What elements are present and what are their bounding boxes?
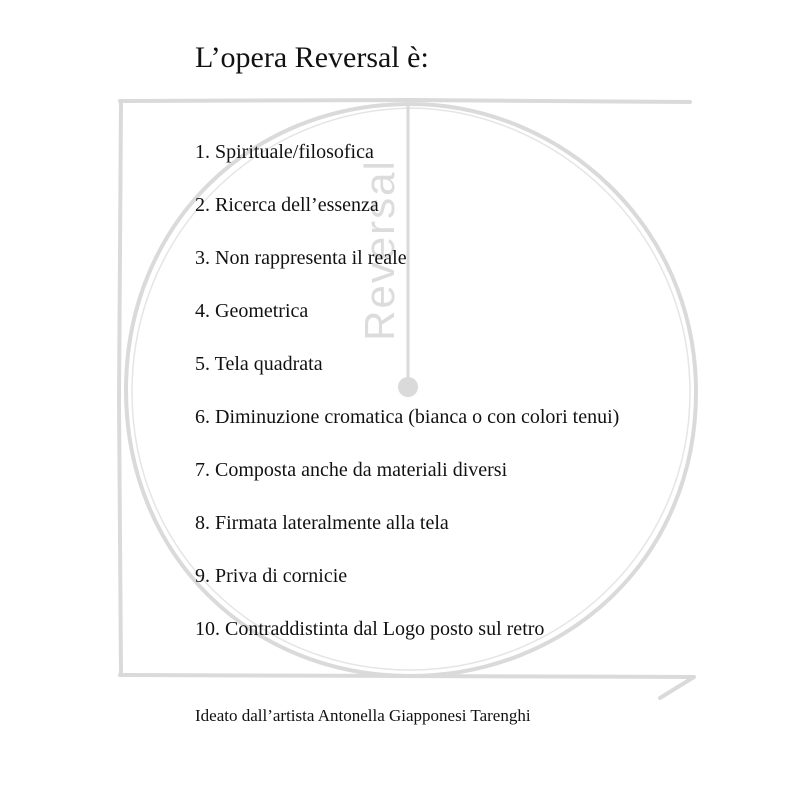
list-item: 5. Tela quadrata <box>195 353 323 375</box>
reversal-watermark-text: Reversal <box>356 159 403 341</box>
list-item: 3. Non rappresenta il reale <box>195 247 407 269</box>
list-item: 1. Spirituale/filosofica <box>195 141 374 163</box>
list-item: 9. Priva di cornicie <box>195 565 348 587</box>
list-item: 8. Firmata lateralmente alla tela <box>195 512 449 534</box>
list-item: 4. Geometrica <box>195 300 309 322</box>
list-item: 7. Composta anche da materiali diversi <box>195 459 508 481</box>
list-item: 6. Diminuzione cromatica (bianca o con colori tenui) <box>195 406 620 428</box>
characteristics-list <box>195 138 619 668</box>
list-item: 2. Ricerca dell’essenza <box>195 194 379 216</box>
page-title: L’opera Reversal è: <box>195 41 429 74</box>
list-item: 10. Contraddistinta dal Logo posto sul retro <box>195 618 545 640</box>
artist-credit: Ideato dall’artista Antonella Giapponesi Tarenghi <box>195 706 531 725</box>
